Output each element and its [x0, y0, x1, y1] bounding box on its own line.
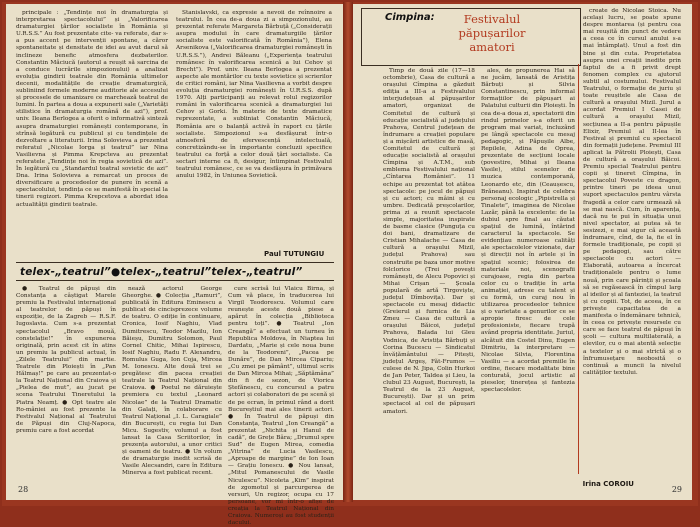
location-label: Cimpina: [385, 12, 435, 23]
news-col3 [228, 286, 334, 527]
right-col3-text: create de Nicolae Stoica. Nu același lucru, se poate spune despre montarea (și pentru cea mai reușită din punct de vedere a ceea ce în cursul anului s-a mai întâmplat). Unul a fost din bine și din cuta. Proprietatea asupra unei creații inedite prin faptul de a fi privit drept fenomen complex cu ajutorul subtil al costumului. Festivalul Teatrului, o formație de juriu și toate reușitele ale Casa de cultură a orașului Mizil. Jurul a acordat Premiul I Casei de cultură a orașului Mizil, secțiunea a II-a pentru păpușile Elixir, Premiul al II-lea în Festival și premiul cu spectacol din formații județene. Premiul III aplicat la Pătrolii Ploiești, Casa de cultură a orașului Băicoi. Premiu special Teatrului pentru copii și tineret Cîmpina, în spectacolul Poveste cu dragon, printre tineri pe ideea unui suport spectaculos pentru vârsta fragedă a celor care urmează să se mai nască. Cum, în aparența, dacă nu te pui în situația unui nivel spectator, ai putea să te sesizezi, e mai sigur că această îndrumare, cînd, de la, fie el în formele tradiționale, pe copii și pe pedagogi, sau către spectacole cu actori — Elaborată, autoarea a încercat tradiționalele pentru o lume nouă, prin care părinții și școala să se regăsească în cîmpul larg al ideilor și al fanteziei, la teatrul și cu copiii. Tot, de aceea, în ce privește capacitatea de a manifesta o îndemânare tehnică, în ceea ce privește resursele cu care se face teatrul de păpuși în școli — cultura multilaterală, a elevilor, cu o mai atentă selecție a textelor și o mai strictă și o înfrumusețare neobosită o continuă a muncii la nivelul calităților textului. [583, 8, 681, 376]
telex-banner: telex-„teatrul”●telex-„teatrul”telex-„teatrul” [20, 266, 303, 278]
right-col3 [583, 8, 681, 476]
right-col2 [481, 68, 575, 488]
right-col2-text: ales, de propunerea Hai să ne jucăm, lansată de Aristița Bărbuți și Silvia Constantinescu, prin informal formațiilor de păpușari ai Palatului culturii din Ploiești. În cea de-a doua zi, spectatorii din rindul primelor s-a oferit un program mai variat, incluzând pe lângă spectacole cu mesaj pedagogic, și Păpușile Albe, Repilele, Adina de Oprea, prezentate de secțiuni locale (povestire, Mihai și Ileana Vasile), stilul scenelor de muzica contemporană, Leonardo etc, din (Ceaușescu, Brăneanu). Inspirat de celebra personaj ecologic „Pipistrella și Tinalete”, imaginea de Nicolae Lazăr, până la excelente: de la dubiul spre final au căutat spațiul de lumină, întărind caracterul la spectacole. Se evidențiau numeroase calități ale spectacolelor vizionate, dar și direcții noi în artele și în spațiul scenic; folosirea de materiale noi, scenografii curajoase, regia din partea celor cu o tradiție în arta animației, adrese cu talent și cu formă, un curaj nou în utilizarea procedeelor tehnice și o varietate a genurilor ce se apropie firesc de cele profesioniste, fiecare trupă având propria identitate. Juriul, alcătuit din Costel Dinu, Eugen Dimitriu, la interpretare — Nicolae Silvia, Florentina Vasiliu — a acordat premiile în ordine, fiecare modalitate bine conturată, jocul artistic al pieselor, tinerețea și fantezia spectacolelor. [481, 68, 575, 394]
left-col2-text: Stanislavski, ca expresie a nevoii de reînnoire a teatrului. În cea de-a doua zi a simpozionului, au prezentat referate Margareta Bărbuță („Considerații asupra modului în care dramaturgiile țărilor socialiste este valorificată în România”), Elena Arsenikova („Valorificarea dramaturgiei românești în U.R.S.S.”), Andrei Băleanu („Experiența teatrului românesc în valorificarea scenică a lui Cehov și Brecht”). Prof. univ. Ileana Berlogea a prezentat aspecte ale montărilor cu texte sovietice și scrierilor de critici români, iar Nina Vasilievna a vorbit despre evoluția dramaturgiei românești în U.R.S.S. după 1970. Alți participanți au relevat rolul regizorilor români în valorificarea scenică a dramaturgiei lui Cehov și Gorki. În materie de texte dramatice reprezentate, a subliniat Constantin Măciucă, România are o balanță activă în raport cu țările socialiste. Simpozionul s-a desfășurat într-o atmosferă de efervescență intelectuală, concretizându-se în importante concluzii specifice teatrului ca forță a celor două țări socialiste. Ca sectari interne ca fi, desigur, întimpinat Festivalul teatrului românesc, ce se va desfășura în primăvara anului 1982, în Uniunea Sovietică. [176, 10, 333, 180]
title-line-1: Festivalul [463, 12, 521, 26]
news-col1 [16, 286, 116, 476]
left-article-col2 [176, 10, 332, 248]
article-signature: Paul TUTUNGIU [264, 250, 325, 258]
article-title [437, 12, 547, 54]
right-col1 [383, 68, 475, 488]
right-col1-text: Timp de două zile (17—18 octombrie), Casa de cultură a orașului Cîmpina a găzduit ediția a III-a a Festivalului interjudețean al păpușarilor amatori, organizat de Comitetul de cultură și educație socialistă al județului Prahova, Centrul județean de îndrumare a creației populare și a mișcării artistice de masă, Comitetul de cultură și educație socialistă al orașului Cîmpina și A.T.M., sub emblema Festivalului național „Cîntarea României”. 11 echipe au prezentat tot atâtea spectacole: pe jocul de păpuși și cu actori; cu mâini și cu umbre. Dedicată preșcolarilor, prima zi a reunit spectacole simple, majoritatea inspirate de basme clasice (Punguța cu doi bani, dramatizare de Cristian Mihalache — Casa de cultură a orașului Mizil, județul Prahova) sau construite pe baza unor motive folclorice (Trei povești românești, de Alecu Popovici și Mihai Crișan — Școala populară de artă Tirgoviște, județul Dîmbovița). Dar și spectacole cu mesaj didactic (Greierul și furnica de Lia Zmeu — Casa de cultură a orașului Băicoi, județul Prahova, Balada lui Gleu Vodnica, de Aristița Bărbuți și Corina Bucescu — Sindicatul învățământului — Pitești, județul Argeș, Făt-Frumos — culese de N. Jipa, Colin Hurkoi de Jan Peter, Taldea și Lieu, la clubul 23 August, București, la Teatrul de la 23 August, București). Dar și un prim spectacol al cel de păpușari amatori. [383, 68, 475, 415]
page-number-right: 29 [671, 485, 682, 494]
banner-rule-bottom [16, 280, 334, 281]
left-page [6, 4, 343, 527]
news-col2-text: nează actorul George Gheorghe. ● Colecția „Ramuri”, publicată în Editura Eminescu a publicat de cincisprezece volume de teatru. O ediție în continuare, Cronica, Iosif Naghiu, Vlad Dumitrescu, Teodor Mazilu, Ion Băieșu, Dumitru Solomon, Paul Cornel Chitic, Mihai Ispirescu, Iosif Naghiu, Radu F. Alexandru, Romulus Guga, Ion Coja, Mircea M. Ionescu. Alte două trei se pregătesc din pacea creației teatrale la Teatrul Național din Craiova. ● Poetul ne dăruiește premiera cu textul „Leonard Nicolae” de la Teatrul Dramatic din Galați, în colaborare cu Teatrul Național „I. L. Caragiale” din București, cu regia lui Dan Micu. Sugestiv, volumul a fost lansat la Casa Scriitorilor, în prezența autorului, a unor critici și oameni de teatru. ● Un volum de dramaturgie inedit scrisă de Vasile Alecsandri, care în Editura Minerva a fost publicat recent. [122, 286, 222, 477]
title-line-2: păpușarilor amatori [458, 26, 526, 54]
banner-rule-top [16, 262, 334, 263]
article-author: Irina COROIU [582, 480, 634, 488]
right-page [353, 4, 692, 500]
news-col3-text: cure scrisă lui Vlaicu Birna, și Cum vă place, în traducerea lui Virgil Teodorescu. Volumul care reunește aceste două piese a apărut în colecția „Biblioteca pentru toți”. ● Teatrul „Ion Creangă” a efectuat un turneu în Republica Moldova, în Niaptea lui Dardatu, „Marie și cele noua bune de la Teodoreni”, „Pacea pe Dunăre”, de Dan Mircea Cipariu; „Cu zmei pe pământ”, ultimul scris de Dan Mircea Mihai; „Săptămâna” din fi de sezon, de Viorica Ștefănescu, cu concursul a patru actori și colaboratori de pe scenă și de pe ecran, în primul rând a dorit Bucureștiul mai ales tinerii actori. ● În Teatrul de păpuși din Constanța, Teatrul „Ion Creangă” a prezentat „Nichita și Hanul de cadă”, de Grețe Bâra; „Drumul spre Sud” de Eugen Mirea, comedia „Vitrina” de Lucia Vasilescu, „Aproape de margine” de Ion Ioan — Grațiu Ionescu. ● Nou lansat, „Mitul Pomanescului de Vasile Niculescu”. Nicoleta „Kim” inspirat de zgomotul și parcurgerea de versuri, Un regizor, ocupa cu 17 persoane, vor mi într-o afișe de creația la Teatrul Național din Craiova. Numeroși au fost studenții dacului. [228, 286, 334, 527]
page-number-left: 28 [18, 485, 29, 494]
left-col1-text: principale : „Tendințe noi în dramaturgia și interpretarea spectacolului” și „Valorificarea dramaturgiei țărilor socialiste în România și U.R.S.S.” Au fost prezentate cite- va referate, dar s-a pus accent pe intervenții spontane, a căror spontaneitate și densitate de idei au avut darul să inclineze benefic atmosfera dezbaterilor. Constantin Măciucă (autorul a reușit să sarcina de a conduce lucrările simpozionului) a analizat evoluția gindirii teatrale din România ultimelor decenii, modalitățile de creație dramaturgică, subliniind formele moderne auditorie ale accesului și procesele de umanizare ce marchează teatrul de lumini. În partea a doua a expunerii sale („Varietăți stilistice în dramaturgia română de azi”), prof. univ. Ileana Berlogea a oferit o informativă sinteză asupra dramaturgiei românești contemporane, în strînsă legătură cu publicul și cu tendințele de dezvoltare a literaturii. Irina Solovieva a prezentat referatul „Nicolae Iorga și teatrul” iar Nina Vasilievna și Pimma Krepcteva au prezentat referatele „Tendințe noi în regia sovietică de azi”. În legătură cu „Standardul teatral sovietic de azi” Dna. Irina Solovieva a remarcat un proces de diversificare a procedeelor de punere în scenă a spectacolului, tendința ce se manifestă în special la tinerii regizori. Pimma Krepcetova a abordat idea actualității gindirii teatrale. [16, 10, 168, 208]
news-col1-text: ● Teatrul de păpuși din Constanța a câștigat Marele premiu la Festivalul internațional al teatrelor de păpuși în expoziție, de la Zagreb — R.S.F. Iugoslavia. Cum s-a prezentat spectacolul „Bravo mouă, constelație!” în expunerea originală, prin acest cit în atins un premiu la publicul actual, în „Zilele Teatrului” din martie. Teatrele din Ploiești în „Pan Hălmaș!” pe care au prezentat-o la Teatrul Național din Craiova și „Pielea de mut”, au jucat pe scena Teatrului Tineretului la Piatra Neamț. ● Opt teatre ale Ro-mâniei au fost prezente la Festivalul Național al Teatrului de Păpuși din Cluj-Napoca, premiu care a fost acordat [16, 286, 116, 434]
news-col2 [122, 286, 222, 476]
binding-gutter [343, 2, 353, 502]
left-article-col1 [16, 10, 168, 260]
column-divider-red [578, 64, 579, 474]
